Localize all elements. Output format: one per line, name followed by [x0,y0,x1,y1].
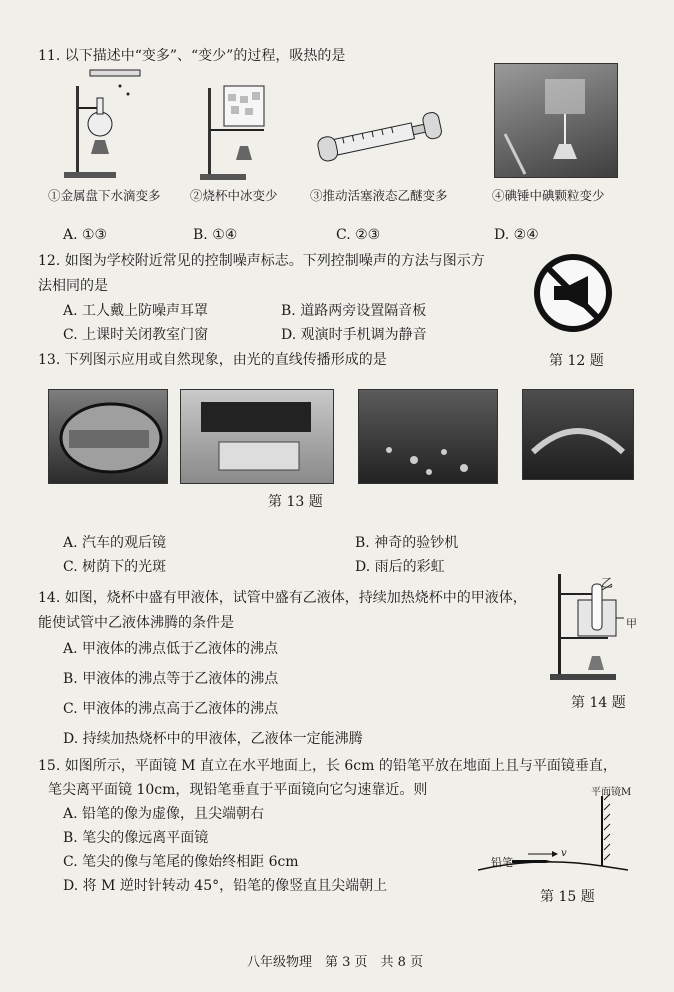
q11-caption-1: ①金属盘下水滴变多 [48,188,161,203]
q14-option-c: C. 甲液体的沸点高于乙液体的沸点 [63,701,279,717]
no-horn-sign-icon [532,252,614,334]
q15-option-a: A. 铅笔的像为虚像，且尖端朝右 [63,806,265,822]
q11-stem: 11. 以下描述中“变多”、“变少”的过程，吸热的是 [38,48,346,64]
q15-stem-line2: 笔尖离平面镜 10cm，现铅笔垂直于平面镜向它匀速靠近。则 [48,782,428,798]
q14-option-b: B. 甲液体的沸点等于乙液体的沸点 [63,671,279,687]
q14-stem-line2: 能使试管中乙液体沸腾的条件是 [38,615,234,631]
q14-label-yi: 乙 [601,576,614,590]
q13-option-a: A. 汽车的观后镜 [63,535,167,551]
page-footer: 八年级物理 第 3 页 共 8 页 [247,955,424,970]
q11-caption-3: ③推动活塞液态乙醚变多 [310,188,448,203]
q14-figure-heating-setup [548,570,626,685]
q15-figure-label: 第 15 题 [540,889,595,905]
q12-option-b: B. 道路两旁设置隔音板 [281,303,427,319]
q11-figure-3 [314,110,444,170]
q13-stem: 13. 下列图示应用或自然现象，由光的直线传播形成的是 [38,352,387,368]
q15-option-d: D. 将 M 逆时针转动 45°，铅笔的像竖直且尖端朝上 [63,878,388,894]
q13-photo-car-mirror [48,389,168,484]
q11-option-c: C. ②③ [336,227,381,243]
q14-option-d: D. 持续加热烧杯中的甲液体，乙液体一定能沸腾 [63,731,363,747]
q13-option-c: C. 树荫下的光斑 [63,559,167,575]
q11-option-b: B. ①④ [193,227,238,243]
q11-caption-4: ④碘锤中碘颗粒变少 [492,188,605,203]
q12-stem-line2: 法相同的是 [38,278,108,294]
q13-figure-label: 第 13 题 [268,494,323,510]
q14-option-a: A. 甲液体的沸点低于乙液体的沸点 [63,641,279,657]
q13-option-d: D. 雨后的彩虹 [355,559,445,575]
q12-option-a: A. 工人戴上防噪声耳罩 [63,303,209,319]
q15-option-c: C. 笔尖的像与笔尾的像始终相距 6cm [63,854,299,870]
q12-option-c: C. 上课时关闭教室门窗 [63,327,209,343]
q15-stem-line1: 15. 如图所示，平面镜 M 直立在水平地面上，长 6cm 的铅笔平放在地面上且与平面镜垂直， [38,758,617,774]
q11-option-d: D. ②④ [494,227,539,243]
q11-figure-1 [60,68,145,180]
q14-figure-label: 第 14 题 [571,695,626,711]
q14-stem-line1: 14. 如图，烧杯中盛有甲液体，试管中盛有乙液体，持续加热烧杯中的甲液体， [38,590,527,606]
q13-photo-tree-shade [358,389,498,484]
q11-figure-4-photo [494,63,618,178]
q11-caption-2: ②烧杯中冰变少 [190,188,278,203]
q13-photo-rainbow [522,389,634,480]
q11-option-a: A. ①③ [63,227,108,243]
q12-figure-label: 第 12 题 [549,353,604,369]
q13-option-b: B. 神奇的验钞机 [355,535,459,551]
q15-mirror-label: 平面镜M [591,787,632,798]
q13-photo-money-detector [180,389,334,484]
q15-v-label: v [561,848,567,859]
q11-figure-2 [200,82,270,182]
q15-option-b: B. 笔尖的像远离平面镜 [63,830,209,846]
q12-option-d: D. 观演时手机调为静音 [281,327,427,343]
q14-label-jia: 甲 [626,617,637,630]
q15-pencil-label: 铅笔 [491,856,513,869]
q12-stem-line1: 12. 如图为学校附近常见的控制噪声标志。下列控制噪声的方法与图示方 [38,253,485,269]
